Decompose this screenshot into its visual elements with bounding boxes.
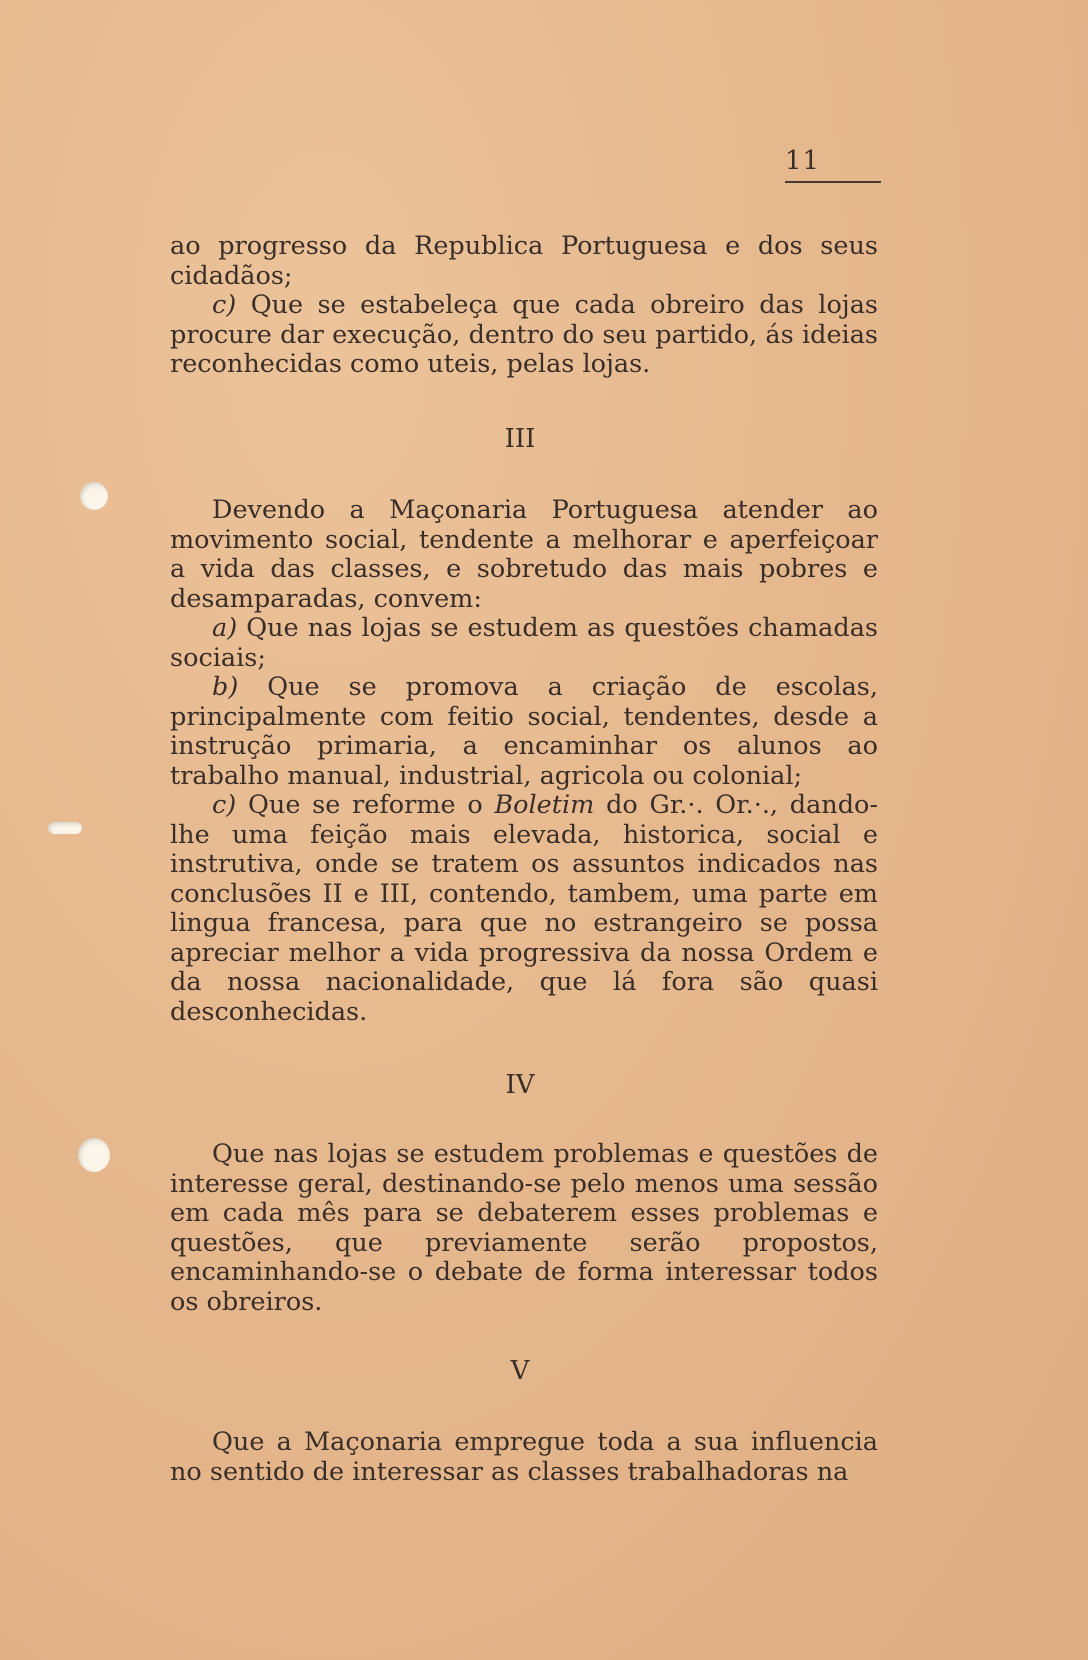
section-iv-block bbox=[170, 1140, 878, 1317]
intro-block bbox=[170, 232, 878, 380]
item-letter: c) bbox=[212, 290, 237, 320]
punch-hole-top bbox=[80, 482, 108, 510]
page-number: 11 bbox=[785, 146, 821, 176]
item-text: Que se promova a criação de escolas, principalmente com feitio social, tendentes, desde a instrução primaria, a encaminhar os alunos ao trabalho manual, industrial, agricola ou colonial; bbox=[170, 672, 879, 791]
item-letter: b) bbox=[212, 672, 239, 702]
section-heading-v: V bbox=[510, 1356, 530, 1386]
item-text: Que nas lojas se estudem as questões chamadas sociais; bbox=[170, 613, 878, 673]
section-iii-item-b bbox=[170, 673, 878, 791]
section-v-text: Que a Maçonaria empregue toda a sua influencia no sentido de interessar as classes trabalhadoras na bbox=[170, 1427, 878, 1487]
item-text-before: Que se reforme o bbox=[247, 790, 495, 820]
intro-line: ao progresso da Republica Portuguesa e dos seus cidadãos; bbox=[170, 231, 878, 291]
section-iii-item-a bbox=[170, 614, 878, 673]
punch-hole-bottom bbox=[78, 1138, 110, 1172]
item-text-after: do Gr.·. Or.·., dando-lhe uma feição mais elevada, historica, social e instrutiva, onde se tratem os assuntos indicados nas conclusões II e III, contendo, tambem, uma parte em lingua francesa, para que no estrangeiro se possa apreciar melhor a vida progressiva da nossa Ordem e da nossa nacionalidade, que lá fora são quasi desconhecidas. bbox=[170, 790, 879, 1027]
item-letter: c) bbox=[212, 790, 237, 820]
section-iii-block bbox=[170, 496, 878, 1027]
item-text: Que se estabeleça que cada obreiro das lojas procure dar execução, dentro do seu partido, ás ideias reconhecidas como uteis, pelas lojas. bbox=[170, 290, 878, 379]
intro-item-c bbox=[170, 291, 878, 380]
item-text-italic: Boletim bbox=[494, 790, 595, 820]
section-v-block bbox=[170, 1428, 878, 1487]
section-iv-text: Que nas lojas se estudem problemas e questões de interesse geral, destinando-se pelo menos uma sessão em cada mês para se debaterem esses problemas e questões, que previamente serão propostos, encaminhando-se o debate de forma interessar todos os obreiros. bbox=[170, 1139, 878, 1317]
punch-hole-middle bbox=[48, 822, 82, 834]
section-heading-iv: IV bbox=[505, 1070, 535, 1100]
section-iii-item-c bbox=[170, 791, 878, 1027]
section-iii-lead: Devendo a Maçonaria Portuguesa atender ao movimento social, tendente a melhorar e aperfeiçoar a vida das classes, e sobretudo das mais pobres e desamparadas, convem: bbox=[170, 495, 878, 614]
item-letter: a) bbox=[212, 613, 238, 643]
section-heading-iii: III bbox=[504, 424, 536, 454]
page-number-rule bbox=[785, 181, 881, 183]
